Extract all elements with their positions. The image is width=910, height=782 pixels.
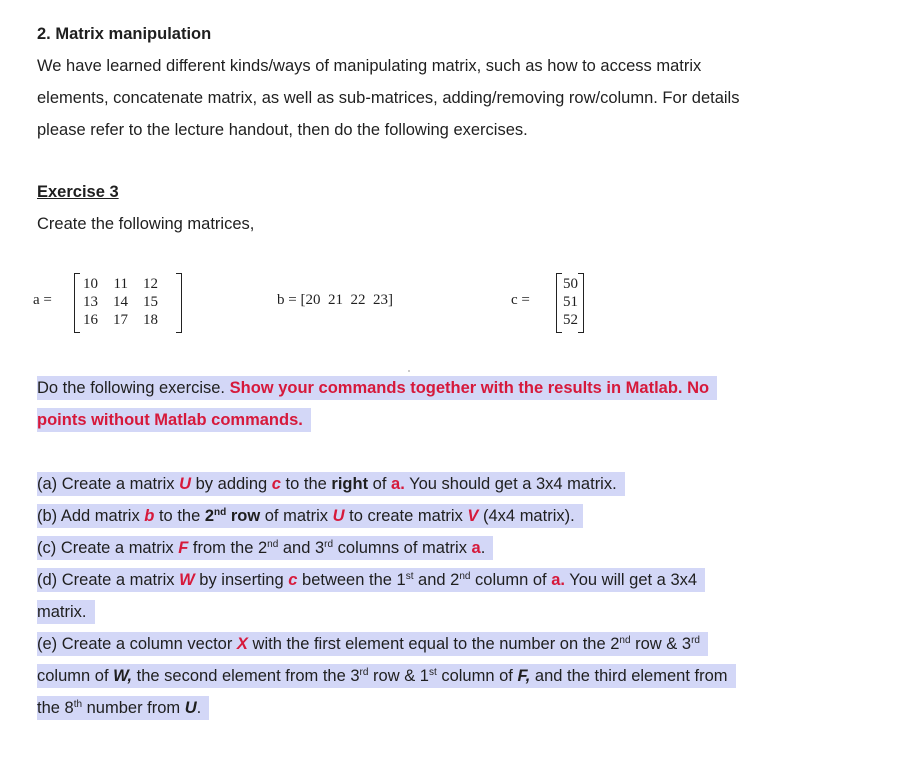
task-b-text: (b) Add matrix <box>37 507 145 525</box>
sup: nd <box>619 635 631 646</box>
var-a: a. <box>551 571 565 589</box>
var-c: c <box>288 571 298 589</box>
var-W: W <box>179 571 195 589</box>
sup: nd <box>267 539 279 550</box>
task-e-text: and the third element from <box>530 667 728 685</box>
task-c-text: and 3 <box>278 539 325 557</box>
var-c: c <box>271 475 281 493</box>
matrix-a-cell: 14 <box>113 294 128 310</box>
matrix-a-label: a = <box>33 292 52 308</box>
task-d-text: between the 1 <box>297 571 406 589</box>
instructions-line-2 <box>37 408 311 432</box>
var-U: U <box>332 507 345 525</box>
var-F: F <box>178 539 189 557</box>
sup: th <box>73 699 83 710</box>
task-a-text: (a) Create a matrix <box>37 475 180 493</box>
task-a-right: right <box>331 475 369 493</box>
instructions-emphasis: Show your commands together with the results in Matlab. No <box>229 379 710 397</box>
task-b-text: of matrix <box>260 507 333 525</box>
task-a <box>37 472 625 496</box>
task-a-text: of <box>368 475 392 493</box>
matrix-c-label: c = <box>511 292 530 308</box>
sup: rd <box>691 635 700 646</box>
task-d-text: column of <box>470 571 552 589</box>
task-b <box>37 504 583 528</box>
instructions-plain: Do the following exercise. <box>37 379 230 397</box>
var-U: U <box>179 475 192 493</box>
matrix-a-cell: 13 <box>83 294 98 310</box>
sup: nd <box>459 571 471 582</box>
task-e-text: with the first element equal to the number on the 2 <box>247 635 620 653</box>
task-d-text: by inserting <box>194 571 289 589</box>
var-X: X <box>236 635 248 653</box>
matrix-a-row <box>72 311 162 329</box>
task-b-row: 2nd row <box>204 507 261 525</box>
matrix-c-cell: 52 <box>563 312 578 328</box>
task-b-text: (4x4 matrix). <box>478 507 575 525</box>
task-a-text: to the <box>280 475 332 493</box>
matrix-c-right-bracket <box>578 273 584 333</box>
task-c-text: from the 2 <box>188 539 268 557</box>
matrix-a-cell: 11 <box>113 276 128 292</box>
var-a: a. <box>391 475 405 493</box>
task-e-highlight <box>37 632 708 656</box>
task-e-text: row & 1 <box>368 667 429 685</box>
matrix-a-cell: 18 <box>143 312 158 328</box>
task-e-text: the second element from the 3 <box>132 667 360 685</box>
sup: st <box>405 571 414 582</box>
task-d-line-2 <box>37 600 95 624</box>
task-a-text: You should get a 3x4 matrix. <box>404 475 617 493</box>
sup: rd <box>359 667 369 678</box>
matrix-a-row <box>72 293 162 311</box>
task-e-highlight <box>37 696 209 720</box>
task-c-text: (c) Create a matrix <box>37 539 179 557</box>
task-e-text: row & 3 <box>630 635 692 653</box>
matrix-c-cell: 50 <box>563 276 578 292</box>
var-V: V <box>467 507 479 525</box>
task-d-highlight: matrix. <box>37 600 95 624</box>
sup: rd <box>324 539 334 550</box>
stray-dot <box>408 370 410 372</box>
task-e-text: the 8 <box>37 699 74 717</box>
instructions-highlight <box>37 376 717 400</box>
var-b: b <box>144 507 155 525</box>
task-d-highlight <box>37 568 705 592</box>
task-e <box>37 632 708 656</box>
task-e-highlight <box>37 664 736 688</box>
task-d-text: You will get a 3x4 <box>564 571 698 589</box>
task-e-text: . <box>196 699 202 717</box>
task-e-text: (e) Create a column vector <box>37 635 237 653</box>
task-e-line-3 <box>37 696 209 720</box>
exercise-title: Exercise 3 <box>37 183 119 201</box>
instructions-emphasis-2: points without Matlab commands. <box>37 408 311 432</box>
matrix-a-cell: 10 <box>83 276 98 292</box>
var-U: U <box>184 699 197 717</box>
task-b-text: to the <box>154 507 205 525</box>
intro-line-2: elements, concatenate matrix, as well as sub-matrices, adding/removing row/column. For details <box>37 89 740 107</box>
matrix-b: b = [20 21 22 23] <box>277 292 393 308</box>
section-title: 2. Matrix manipulation <box>37 25 212 43</box>
matrix-a-cell: 17 <box>113 312 128 328</box>
intro-line-1: We have learned different kinds/ways of manipulating matrix, such as how to access matrix <box>37 57 702 75</box>
task-d-text: (d) Create a matrix <box>37 571 180 589</box>
task-c-text: . <box>480 539 486 557</box>
task-e-line-2 <box>37 664 736 688</box>
task-c-highlight <box>37 536 493 560</box>
task-e-text: column of <box>37 667 114 685</box>
task-c <box>37 536 493 560</box>
exercise-prompt: Create the following matrices, <box>37 215 255 233</box>
var-W: W, <box>113 667 133 685</box>
matrix-a-cell: 16 <box>83 312 98 328</box>
task-c-text: columns of matrix <box>333 539 472 557</box>
task-d <box>37 568 705 592</box>
instructions-line-1 <box>37 376 717 400</box>
task-a-highlight <box>37 472 625 496</box>
task-e-text: column of <box>436 667 518 685</box>
var-a: a <box>471 539 481 557</box>
task-b-text: to create matrix <box>344 507 468 525</box>
matrix-a-right-bracket <box>176 273 182 333</box>
matrix-a-row <box>72 275 162 293</box>
task-d-text: and 2 <box>413 571 460 589</box>
matrix-a-cell: 12 <box>143 276 158 292</box>
matrix-a <box>72 275 162 329</box>
task-b-highlight <box>37 504 583 528</box>
matrix-c-cell: 51 <box>563 294 578 310</box>
var-F: F, <box>517 667 531 685</box>
intro-line-3: please refer to the lecture handout, then do the following exercises. <box>37 121 528 139</box>
task-e-text: number from <box>82 699 185 717</box>
matrix-a-cell: 15 <box>143 294 158 310</box>
task-a-text: by adding <box>191 475 272 493</box>
sup: st <box>428 667 437 678</box>
